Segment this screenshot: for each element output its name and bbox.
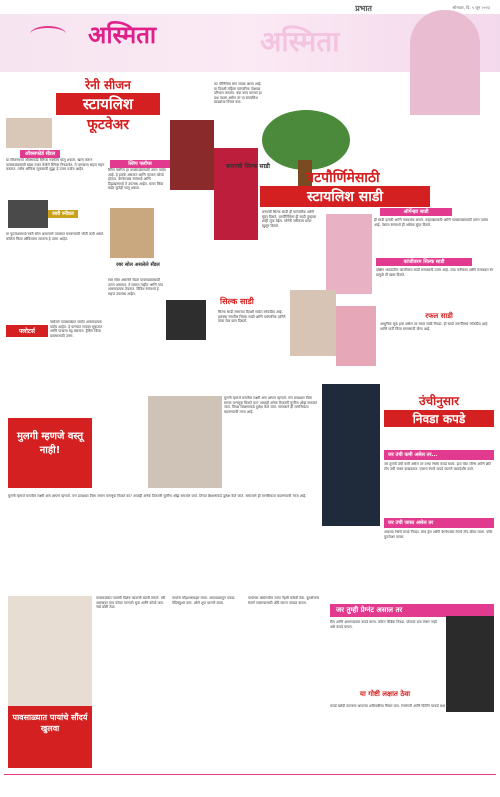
rainy-headline-1: रेनी सीजन: [85, 78, 131, 92]
organza-title: ऑर्गेन्झा साडी: [380, 208, 452, 216]
monsoon-model-photo: [8, 596, 92, 708]
pregnant-band: जर तुम्ही प्रेग्नंट असाल तर: [330, 604, 494, 617]
daughter-headline: मुलगी म्हणजे वस्तू नाही!: [16, 431, 84, 456]
footer-rule: [4, 774, 496, 775]
short-body: जर तुमची उंची कमी असेल तर उभ्या रेषांचे कपडे घाला. हाय वेस्ट जीन्स आणि छोटे टॉप उंची जास्त दाखवतात. एकाच रंगाचे कपडे घालणे फायदेशीर ठरते.: [384, 462, 491, 471]
ruffle-body: आधुनिक लूक हवा असेल तर रफल साडी निवडा. ही साडी तरुणींमध्ये लोकप्रिय आहे आणि पार्टी किंवा सणासाठी योग्य आहे.: [380, 322, 488, 331]
rainy-headline-3: फूटवेअर: [86, 117, 130, 133]
rubber-title: रबर सोल असलेले सँडल: [116, 262, 160, 268]
banarasi-title: बनारसी सिल्क साडी: [226, 163, 270, 170]
masthead-logo-watermark: अस्मिता: [260, 25, 340, 58]
daughter-side-body: मुलगी म्हणजे घरातील लक्ष्मी असं आपण म्हणतो. पण प्रत्यक्षात तिला समान वागणूक मिळते का? आजही अनेक ठिकाणी मुलींना ओझं समजलं जातं. तिच्या शिक्षणाकडे दुर्लक्ष केलं जातं. समाजाने ही मानसिकता बदलण्याची गरज आहे.: [224, 396, 317, 414]
sneaker-photo: [8, 200, 48, 228]
vat-headline-2: स्टायलिश साडी: [260, 186, 430, 207]
silk-body: सिल्क साडी सणाच्या दिवशी सर्वात लोकप्रिय आहे. हलक्या रंगातील सिल्क साडी आणि पारंपारिक दागिने यांचा मेळ छान दिसतो.: [218, 310, 286, 324]
silk-title: सिल्क साडी: [220, 297, 254, 306]
kanjivaram-body: दक्षिण भारतातील कांजीवरम साडी सणासाठी उत्तम आहे. जाड जरीकाम आणि चमकदार रंग यामुळे ती खास दिसते.: [376, 268, 494, 277]
floaters-title: फ्लोटर्स: [6, 325, 48, 337]
top-strip: [0, 0, 500, 14]
pregnant-body: सैल आणि आरामदायक कपडे घाला. कॉटन फॅब्रिक निवडा. पोटावर दाब येणार नाही असे कपडे वापरा.: [330, 620, 437, 629]
sneaker-body: या फूटवेअरमध्ये रबरी सोल असल्याने पावसात घसरण्याची भीती कमी असते. कॉलेज किंवा ऑफिसला जाताना हे उत्तम आहेत.: [6, 232, 105, 241]
monsoon-col3: पायांच्या बोटांमधील जागा नेहमी कोरडी ठेवा. बुरशीजन्य संसर्ग टाळण्यासाठी अँटी-फंगल पावडर वापरा.: [248, 596, 320, 605]
height-headline-2: निवडा कपडे: [384, 410, 494, 427]
issue-date: सोमवार, दि. ५ जून २०२३: [452, 5, 490, 10]
oxford-body: या सीजनमध्ये ऑक्सफोर्ड स्लिप्स नक्कीच घालू शकता. खास करून पावसाळ्यासाठी खास तयार केलेले स्लिप्स निवडावेत. ते पाण्याला सहज सहन करतात. तसेच ऑफिस लूकसाठी सुद्धा हे उत्तम पर्याय आहेत.: [6, 158, 105, 172]
monsoon-col2: पायांना मॉइश्चरायझर लावा. आठवड्यातून एकदा पेडिक्युअर करा. ओले शूज घालणे टाळा.: [172, 596, 235, 605]
rainy-headline-2: स्टायलिश: [56, 93, 160, 115]
saree-model-photo: [170, 120, 214, 190]
daughter-body: मुलगी म्हणजे घरातील लक्ष्मी असं आपण म्हणतो. पण प्रत्यक्षात तिला समान वागणूक मिळते का? आजही अनेक ठिकाणी मुलींना ओझं समजलं जातं. तिच्या शिक्षणाकडे दुर्लक्ष केलं जातं. समाजाने ही मानसिकता बदलण्याची गरज आहे.: [8, 494, 307, 498]
note-title: या गोष्टी लक्षात ठेवा: [359, 690, 411, 698]
floaters-body: फ्लोटर्स पावसाळ्यात सर्वांत आरामदायक पर्याय आहेत. हे पाण्यात लवकर सुकतात आणि पायाला घट्ट बसतात. ट्रेकिंग किंवा प्रवासासाठी उत्तम.: [50, 320, 103, 338]
oxford-title: ऑक्सफोर्ड सँडल: [20, 150, 60, 158]
organza-body: ही साडी हलकी आणि पारदर्शक असते. उन्हाळ्यासाठी आणि पावसाळ्यासाठी उत्तम पर्याय आहे. पेस्टल रंगांमध्ये ही अधिक सुंदर दिसते.: [374, 218, 488, 227]
note-body: कपडे खरेदी करताना आपल्या शरीरयष्टीचा विचार करा. रंगसंगती आणि फिटिंग याकडे लक्ष द्या.: [330, 704, 451, 708]
ruffle-title: रफल साडी: [425, 312, 453, 320]
sneaker-label: रबरी स्नीकर: [48, 210, 78, 218]
vat-intro: वट पौर्णिमेचा सण जवळ आला आहे. या दिवशी महिला पारंपारिक पोशाख परिधान करतात. यंदा काय घालावं हा प्रश्न पडला असेल तर या स्टायलिश साड्यांचा विचार करा.: [214, 82, 262, 105]
short-band: जर उंची कमी असेल तर...: [384, 450, 494, 460]
banarasi-body: बनारसी सिल्क साडी ही पारंपारिक आणि सुंदर दिसते. वटपौर्णिमेला ही साडी तुम्हाला शाही लूक देईल. सोनेरी जरीकाम यावर खुलून दिसते.: [262, 210, 317, 228]
flipflop-title: स्लिप फ्लॉप्स: [110, 160, 170, 168]
publication-name: प्रभात: [355, 4, 372, 13]
monsoon-col1: पावसाळ्यात पायांची विशेष काळजी घ्यावी लागते. घरी आल्यावर पाय कोमट पाण्याने धुवा आणि कोरडे करा. नखे छोटी ठेवा.: [96, 596, 166, 610]
kanjivaram-title: कांजीवरम सिल्क साडी: [376, 258, 472, 266]
monsoon-headline: पावसाळ्यात पायांचे सौंदर्य खुलवा: [12, 713, 88, 733]
woman-praying-photo: [410, 10, 480, 115]
organza-photo: [326, 214, 372, 294]
lotus-ornament-icon: [30, 26, 66, 42]
ruffle-photo: [336, 306, 376, 366]
rubber-body: रबर सोल असलेले सँडल पावसाळ्यासाठी उत्तम असतात. ते घसरत नाहीत आणि पाय आरामदायक ठेवतात. विविध रंगांमध्ये हे सहज उपलब्ध आहेत.: [108, 278, 163, 296]
oxford-sandal-photo: [6, 118, 52, 148]
girl-photo: [148, 396, 222, 488]
floaters-photo: [166, 300, 206, 340]
jeans-model-photo: [322, 384, 380, 526]
vat-headline-1: वटपौर्णिमेसाठी: [306, 170, 380, 186]
rubber-sandal-photo: [110, 208, 154, 258]
flipflop-body: स्लिप फ्लॉप्स हा पावसाळ्यासाठी उत्तम पर्याय आहे. हे हलके असतात आणि पटकन कोरडे होतात. वेगवेगळ्या रंगांमध्ये आणि डिझाइनमध्ये ते उपलब्ध आहेत. घरात किंवा बाहेर कुठेही घालू शकता.: [108, 168, 166, 191]
pregnant-model-photo: [446, 616, 494, 712]
silk-saree-photo: [290, 290, 336, 356]
height-headline-1: उंचीनुसार: [418, 394, 460, 408]
tall-body: आडव्या रेषांचे कपडे निवडा. लांब ड्रेस आणि वेगवेगळ्या रंगाचे टॉप-बॉटम घाला. फ्लॅट फुटवेअर वापरा.: [384, 530, 493, 539]
tall-band: जर उंची जास्त असेल तर: [384, 518, 494, 528]
masthead-logo: अस्मिता: [88, 20, 157, 49]
